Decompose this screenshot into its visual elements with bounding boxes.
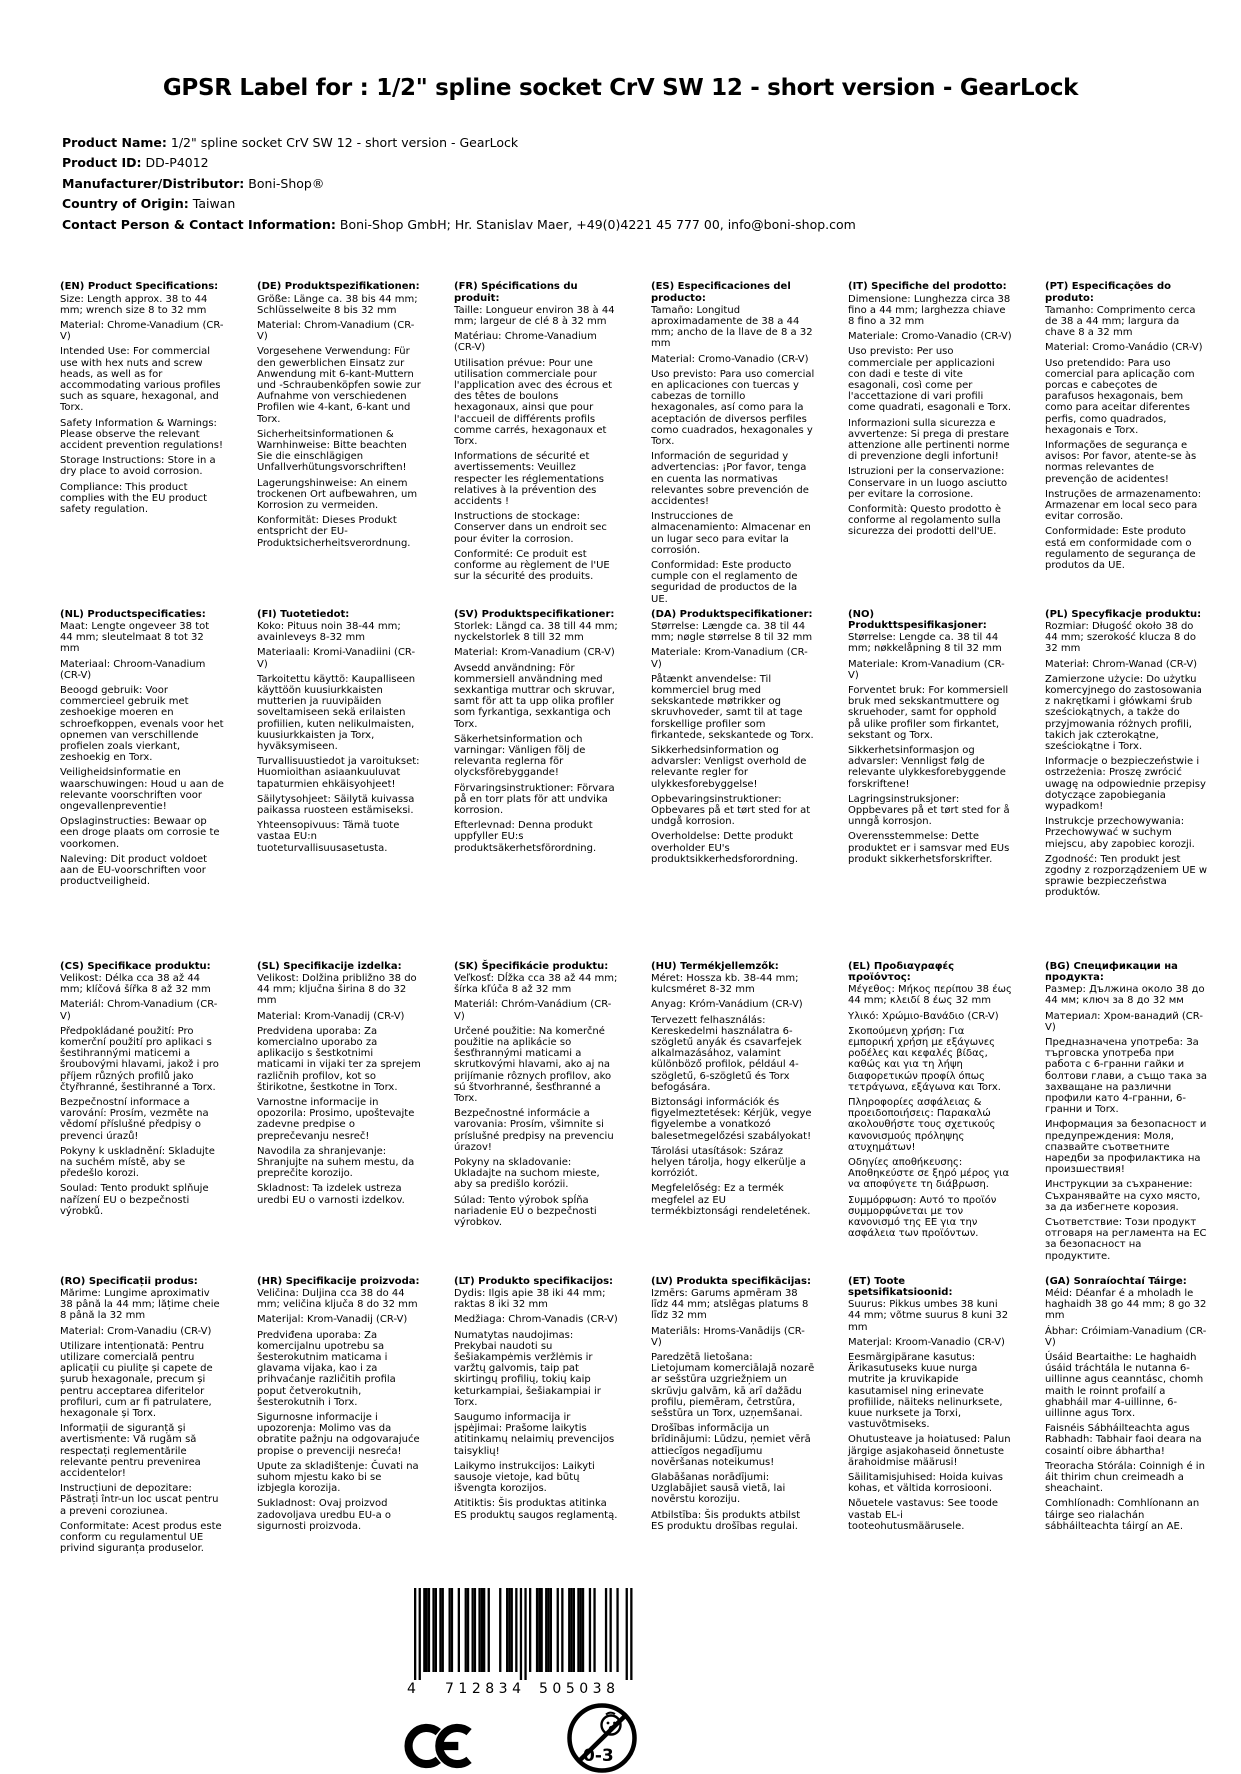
lang-paragraph: Sikkerhetsinformasjon og advarsler: Vennligst følg de relevante ulykkesforebyggende forskriftene! (848, 745, 1006, 790)
lang-block-header: (SK) Špecifikácie produktu: (454, 960, 609, 972)
barcode-bar (593, 1588, 595, 1672)
lang-block-header: (HU) Termékjellemzők: (651, 960, 779, 972)
barcode-bar (570, 1588, 572, 1672)
barcode-bar (426, 1588, 428, 1672)
barcode-bars (393, 1586, 645, 1696)
lang-paragraph: Информация за безопасност и предупреждения: Моля, спазвайте съответните наредби за профилактика на произшествия! (1045, 1119, 1207, 1176)
lang-paragraph: Informacje o bezpieczeństwie i ostrzeżenia: Proszę zwrócić uwagę na odpowiednie przepisy dotyczące zapobiegania wypadkom! (1045, 756, 1206, 813)
lang-paragraph: Instrukcje przechowywania: Przechowywać w suchym miejscu, aby zapobiec korozji. (1045, 816, 1195, 850)
barcode-bar (439, 1588, 441, 1672)
lang-paragraph: Intended Use: For commercial use with hex nuts and screw heads, as well as for accommodating various profiles such as square, hexagonal, and Torx. (60, 346, 221, 414)
barcode-digits-right: 505038 (539, 1681, 615, 1697)
barcode-bar (419, 1588, 421, 1680)
lang-paragraph: Safety Information & Warnings: Please observe the relevant accident prevention regulations! (60, 417, 223, 451)
barcode-bar (524, 1588, 526, 1680)
lang-paragraph: Uso previsto: Per uso commerciale per applicazioni con dadi e teste di vite esagonali, così come per l'accettazione di vari profili come quadrati, esagonali e Torx. (848, 346, 1012, 414)
lang-block-el (848, 961, 1012, 1276)
page-title: GPSR Label for : 1/2" spline socket CrV SW 12 - short version - GearLock (162, 75, 1079, 101)
lang-paragraph: Paredzētā lietošana: Lietojumam komerciālajā nozarē ar sešstūra uzgriežņiem un skrūvju galvām, kā arī dažādu profilu, piemēram, četrstūra, sešstūra un Torx, uzņemšanai. (651, 1352, 815, 1420)
lang-paragraph: Material: Chrome-Vanadium (CR-V) (60, 319, 224, 343)
lang-paragraph: Méret: Hossza kb. 38-44 mm; kulcsméret 8-32 mm (651, 972, 799, 996)
lang-paragraph: Eesmärgipärane kasutus: Ärikasutuseks kuue nurga mutrite ja kruvikapide kasutamisel ning erinevate profiilide, näiteks nelinurksete, kuue nurksete ja Torxi, vastuvõtmiseks. (848, 1352, 1003, 1431)
barcode-bar (605, 1588, 607, 1672)
barcode-bar (616, 1588, 618, 1672)
lang-paragraph: Overensstemmelse: Dette produktet er i samsvar med EUs produkt sikkerhetsforskrifter. (848, 831, 1010, 865)
lang-paragraph: Säilytysohjeet: Säilytä kuivassa paikassa ruosteen estämiseksi. (257, 793, 415, 817)
barcode-bar (580, 1588, 582, 1672)
lang-paragraph: Utilisation prévue: Pour une utilisation commerciale pour l'application avec des écrous et des têtes de boulons hexagonaux, ainsi que pour l'accueil de différents profils comme carrés, hexagonaux et Torx. (454, 357, 613, 447)
lang-paragraph: Förvaringsinstruktioner: Förvara på en torr plats för att undvika korrosion. (454, 782, 615, 817)
lang-paragraph: Numatytas naudojimas: Prekybai naudoti su šešiakampėmis veržlėmis ir varžtų galvomis, taip pat skirtingų profilių, tokių kaip keturkampiai, šešiakampiai ir Torx. (454, 1329, 601, 1408)
lang-paragraph: Размер: Дължина около 38 до 44 мм; ключ за 8 до 32 мм (1045, 984, 1205, 1007)
lang-paragraph: Upute za skladištenje: Čuvati na suhom mjestu kako bi se izbjegla korozija. (257, 1460, 419, 1495)
lang-paragraph: Material: Crom-Vanadiu (CR-V) (60, 1325, 212, 1337)
lang-block-hr (257, 1276, 421, 1559)
lang-block-fr (454, 281, 618, 608)
lang-paragraph: Instrucciones de almacenamiento: Almacenar en un lugar seco para evitar la corrosión. (651, 511, 811, 556)
lang-paragraph: Materiaal: Chroom-Vanadium (CR-V) (60, 658, 206, 681)
barcode-digit-lead: 4 (407, 1681, 416, 1697)
lang-paragraph: Maat: Lengte ongeveer 38 tot 44 mm; sleutelmaat 8 tot 32 mm (60, 620, 210, 655)
lang-block-header: (NL) Productspecificaties: (60, 608, 206, 620)
product-name-label: Product Name: (62, 134, 167, 150)
lang-paragraph: Материал: Хром-ванадий (CR-V) (1045, 1010, 1203, 1033)
lang-block-header: (EL) Προδιαγραφές προϊόντος: (848, 960, 955, 983)
lang-paragraph: Méid: Déanfar é a mholadh le haghaidh 38 go 44 mm; 8 go 32 mm (1045, 1287, 1207, 1322)
lang-paragraph: Πληροφορίες ασφάλειας & προειδοποιήσεις: Παρακαλώ ακολουθήστε τους σχετικούς κανονισμούς πρόληψης ατυχημάτων! (848, 1097, 996, 1153)
lang-paragraph: Biztonsági információk és figyelmeztetések: Kérjük, vegye figyelembe a vonatkozó balesetmegelőzési szabályokat! (651, 1097, 812, 1142)
barcode-bar (536, 1588, 538, 1672)
lang-block-lv (651, 1276, 815, 1559)
lang-paragraph: Skladnost: Ta izdelek ustreza uredbi EU o varnosti izdelkov. (257, 1183, 405, 1206)
lang-paragraph: Size: Length approx. 38 to 44 mm; wrench size 8 to 32 mm (60, 293, 208, 316)
product-name-value: 1/2" spline socket CrV SW 12 - short version - GearLock (170, 134, 519, 150)
lang-block-es (651, 281, 815, 608)
lang-paragraph: Glabāšanas norādījumi: Uzglabājiet sausā vietā, lai novērstu koroziju. (651, 1472, 786, 1506)
barcode-bar (435, 1588, 437, 1672)
product-id-row (62, 153, 1241, 174)
lang-paragraph: Material: Krom-Vanadij (CR-V) (257, 1010, 405, 1022)
lang-block-header: (LV) Produkta specifikācijas: (651, 1275, 811, 1287)
origin-row (62, 194, 1241, 215)
lang-paragraph: Compliance: This product complies with the EU product safety regulation. (60, 481, 208, 515)
lang-paragraph: Laikymo instrukcijos: Laikyti sausoje vietoje, kad būtų išvengta korozijos. (454, 1460, 595, 1495)
barcode-bar (467, 1588, 469, 1672)
lang-block-ro (60, 1276, 224, 1559)
lang-paragraph: Предназначена употреба: За търговска употреба при работа с 6-гранни гайки и болтови глави, а също така за захващане на различни профили като 4-гранни, 6-гранни и Torx. (1045, 1037, 1208, 1116)
barcode-bar (582, 1588, 584, 1672)
lang-paragraph: Veiligheidsinformatie en waarschuwingen: Houd u aan de relevante voorschriften voor ongevallenpreventie! (60, 767, 224, 813)
lang-block-header: (PT) Especificações do produto: (1045, 281, 1171, 304)
lang-block-header: (GA) Sonraíochtaí Táirge: (1045, 1275, 1187, 1287)
lang-paragraph: Určené použitie: Na komerčné použitie na aplikácie so šesťhrannými maticami a skrutkovými hlavami, ako aj na prijímanie rôznych profilov, ako sú štvorhranné, šesťhranné a Torx. (454, 1025, 612, 1105)
barcode-bar (547, 1588, 549, 1672)
lang-paragraph: Storlek: Längd ca. 38 till 44 mm; nyckelstorlek 8 till 32 mm (454, 620, 618, 644)
lang-block-et (848, 1276, 1012, 1559)
lang-paragraph: Säilitamisjuhised: Hoida kuivas kohas, et vältida korrosiooni. (848, 1472, 1004, 1495)
manufacturer-label: Manufacturer/Distributor: (62, 175, 245, 191)
lang-paragraph: Yhteensopivuus: Tämä tuote vastaa EU:n tuoteturvallisuusasetusta. (257, 820, 400, 854)
lang-block-en (60, 281, 224, 608)
lang-paragraph: Navodila za shranjevanje: Shranjujte na suhem mestu, da preprečite korozijo. (257, 1145, 415, 1180)
lang-paragraph: Veličina: Duljina cca 38 do 44 mm; veličina ključa 8 do 32 mm (257, 1287, 418, 1311)
lang-paragraph: Storage Instructions: Store in a dry place to avoid corrosion. (60, 455, 216, 478)
lang-paragraph: Bezpečnostné informácie a varovania: Prosím, všimnite si príslušné predpisy na prevenciu úrazov! (454, 1108, 614, 1153)
lang-block-pt (1045, 281, 1209, 608)
lang-paragraph: Megfelelőség: Ez a termék megfelel az EU termékbiztonsági rendeletének. (651, 1183, 811, 1217)
barcode-bar (541, 1588, 543, 1672)
lang-paragraph: Taille: Longueur environ 38 à 44 mm; largeur de clé 8 à 32 mm (454, 304, 615, 327)
lang-block-header: (IT) Specifiche del prodotto: (848, 281, 1007, 293)
contact-value: Boni-Shop GmbH; Hr. Stanislav Maer, +49(0)4221 45 777 00, info@boni-shop.com (339, 216, 856, 232)
lang-paragraph: Material: Krom-Vanadium (CR-V) (454, 647, 615, 659)
lang-paragraph: Predvidena uporaba: Za komercialno uporabo za aplikacijo s šestkotnimi maticami in vijaki ter za sprejem različnih profilov, kot so štirikotne, šestkotne in Torx. (257, 1025, 421, 1093)
lang-paragraph: Sicherheitsinformationen & Warnhinweise: Bitte beachten Sie die einschlägigen Unfallverhütungsvorschriften! (257, 428, 407, 474)
lang-paragraph: Pokyny k uskladnění: Skladujte na suchém místě, aby se předešlo korozi. (60, 1145, 215, 1180)
contact-label: Contact Person & Contact Information: (62, 216, 336, 232)
barcode-bar (442, 1588, 444, 1672)
lang-block-header: (HR) Specifikacije proizvoda: (257, 1275, 420, 1287)
barcode-bar (589, 1588, 591, 1672)
lang-paragraph: Съответствие: Този продукт отговаря на регламента на ЕС за безопасност на продуктите. (1045, 1217, 1207, 1262)
barcode-bar (545, 1588, 547, 1672)
barcode-bar (508, 1588, 510, 1672)
lang-paragraph: Påtænkt anvendelse: Til kommerciel brug med sekskantede møtrikker og skruvhoveder, samt til at tage forskellige profiler som firkantede, sekskantede og Torx. (651, 673, 814, 741)
barcode-bar (474, 1588, 476, 1672)
lang-paragraph: Turvallisuustiedot ja varoitukset: Huomioithan asiaankuuluvat tapaturmien ehkäisyohjeet! (257, 756, 420, 790)
lang-paragraph: Material: Cromo-Vanadio (CR-V) (651, 353, 809, 365)
lang-paragraph: Vorgesehene Verwendung: Für den gewerblichen Einsatz zur Anwendung mit 6-kant-Muttern und -Schraubenköpfen sowie zur Aufnahme von verschiedenen Profilen wie 4-kant, 6-kant und Torx. (257, 346, 421, 425)
lang-block-header: (FI) Tuotetiedot: (257, 608, 350, 620)
lang-paragraph: Conformidade: Este produto está em conformidade com o regulamento de segurança de produtos da UE. (1045, 526, 1196, 571)
barcode-bar (451, 1588, 453, 1672)
lang-paragraph: Instruções de armazenamento: Armazenar em local seco para evitar corrosão. (1045, 488, 1202, 523)
lang-paragraph: Materiale: Krom-Vanadium (CR-V) (651, 647, 808, 670)
lang-block-header: (SL) Specifikacije izdelka: (257, 960, 402, 972)
lang-paragraph: Säkerhetsinformation och varningar: Vänligen följ de relevanta reglerna för olycksförebyggande! (454, 733, 586, 779)
lang-paragraph: Mărime: Lungime aproximativ 38 până la 44 mm; lățime cheie 8 până la 32 mm (60, 1287, 220, 1322)
barcode-bar (561, 1588, 563, 1672)
barcode-bar (472, 1588, 474, 1672)
barcode-digits-left: 712834 (445, 1681, 521, 1697)
barcode-bar (610, 1588, 612, 1672)
lang-block-header: (BG) Спецификации на продукта: (1045, 960, 1178, 983)
lang-paragraph: Sikkerhedsinformation og advarsler: Venligst overhold de relevante regler for ulykkesforebyggelse! (651, 745, 807, 790)
lang-paragraph: Koko: Pituus noin 38-44 mm; avainleveys 8-32 mm (257, 620, 401, 644)
lang-paragraph: Conformità: Questo prodotto è conforme al regolamento sulla sicurezza dei prodotti dell'UE. (848, 503, 1002, 538)
barcode-bar (483, 1588, 485, 1672)
lang-paragraph: Størrelse: Lengde ca. 38 til 44 mm; nøkkelåpning 8 til 32 mm (848, 632, 1002, 655)
lang-paragraph: Materiale: Cromo-Vanadio (CR-V) (848, 331, 1012, 343)
lang-paragraph: Sigurnosne informacije i upozorenja: Molimo vas da obratite pažnju na odgovarajuće propise o prevenciji nesreća! (257, 1412, 420, 1457)
lang-paragraph: Μέγεθος: Μήκος περίπου 38 έως 44 mm; κλειδί 8 έως 32 mm (848, 984, 1012, 1007)
barcode-bar (499, 1588, 501, 1672)
lang-block-fi (257, 609, 421, 961)
product-info (62, 133, 1241, 236)
lang-paragraph: Atbilstība: Šis produkts atbilst ES produktu drošības regulai. (651, 1509, 801, 1532)
lang-paragraph: Υλικό: Χρώμιο-Βανάδιο (CR-V) (848, 1010, 999, 1022)
product-name-row (62, 133, 1241, 154)
lang-paragraph: Instructions de stockage: Conserver dans un endroit sec pour éviter la corrosion. (454, 511, 607, 545)
lang-paragraph: Informações de segurança e avisos: Por favor, atente-se às normas relevantes de prevenção de acidentes! (1045, 439, 1197, 485)
age-warning-0-3-icon (566, 1702, 638, 1774)
lang-paragraph: Pokyny na skladovanie: Ukladajte na suchom mieste, aby sa predišlo korózii. (454, 1157, 600, 1191)
lang-paragraph: Información de seguridad y advertencias: ¡Por favor, tenga en cuenta las normativas relevantes sobre prevención de accidentes! (651, 451, 809, 507)
lang-paragraph: Materiál: Chróm-Vanádium (CR-V) (454, 999, 612, 1022)
compliance-marks (388, 1702, 650, 1774)
lang-paragraph: Súlad: Tento výrobok spĺňa nariadenie EÚ o bezpečnosti výrobkov. (454, 1194, 597, 1229)
lang-paragraph: Uso pretendido: Para uso comercial para aplicação com porcas e cabeçotes de parafusos hexagonais, bem como para aceitar diferentes perfis, como quadrados, hexagonais e Torx. (1045, 357, 1195, 436)
manufacturer-value: Boni-Shop® (248, 175, 325, 191)
barcode-bar (506, 1588, 508, 1672)
barcode-bar (481, 1588, 483, 1672)
lang-paragraph: Ohutusteave ja hoiatused: Palun järgige asjakohaseid õnnetuste ärahoidmise määrusi! (848, 1434, 1011, 1468)
lang-paragraph: Sukladnost: Ovaj proizvod zadovoljava uredbu EU-a o sigurnosti proizvoda. (257, 1498, 392, 1532)
lang-block-no (848, 609, 1012, 961)
lang-paragraph: Tárolási utasítások: Száraz helyen tárolja, hogy elkerülje a korróziót. (651, 1145, 806, 1180)
lang-paragraph: Tervezett felhasználás: Kereskedelmi használatra 6-szögletű anyák és csavarfejek alkalmazásához, valamint különböző profilok, például 4-szögletű, 6-szögletű és Torx befogására. (651, 1014, 802, 1093)
lang-paragraph: Medžiaga: Chrom-Vanadis (CR-V) (454, 1314, 618, 1326)
lang-paragraph: Bezpečnostní informace a varování: Prosím, vezměte na vědomí příslušné předpisy o prevenci úrazů! (60, 1097, 209, 1142)
lang-paragraph: Beoogd gebruik: Voor commercieel gebruik met zeshoekige moeren en schroefkoppen, evenals voor het opnemen van verschillende profielen zoals vierkant, zeshoekig en Torx. (60, 685, 224, 764)
lang-paragraph: Comhlíonadh: Comhlíonann an táirge seo rialachán sábháilteachta táirgí an AE. (1045, 1498, 1200, 1532)
lang-paragraph: Veľkosť: Dĺžka cca 38 až 44 mm; šírka kľúča 8 až 32 mm (454, 972, 618, 996)
lang-block-sv (454, 609, 618, 961)
barcode-bar (458, 1588, 460, 1672)
lang-block-ga (1045, 1276, 1209, 1559)
lang-paragraph: Tarkoitettu käyttö: Kaupalliseen käyttöön kuusiurkkaisten mutterien ja ruuvipäiden soveltamiseen sekä erilaisten profiilien, kuten nelikulmaisten, kuusiurkkaisten ja Torx, hyväksymiseen. (257, 673, 416, 753)
lang-paragraph: Dimensione: Lunghezza circa 38 fino a 44 mm; larghezza chiave 8 fino a 32 mm (848, 293, 1011, 327)
lang-paragraph: Treoracha Stórála: Coinnigh é in áit thirim chun creimeadh a sheachaint. (1045, 1460, 1205, 1495)
barcode-bar (573, 1588, 575, 1672)
lang-block-header: (NO) Produkttspesifikasjoner: (848, 608, 987, 631)
lang-paragraph: Soulad: Tento produkt splňuje nařízení EU o bezpečnosti výrobků. (60, 1183, 209, 1217)
lang-block-nl (60, 609, 224, 961)
lang-paragraph: Zgodność: Ten produkt jest zgodny z rozporządzeniem UE w sprawie bezpieczeństwa produktów. (1045, 853, 1208, 899)
lang-block-header: (SV) Produktspecifikationer: (454, 608, 615, 620)
origin-value: Taiwan (192, 196, 236, 212)
lang-paragraph: Opslaginstructies: Bewaar op een droge plaats om corrosie te voorkomen. (60, 816, 220, 850)
barcode-bar (515, 1588, 517, 1672)
ean-barcode (393, 1586, 645, 1696)
lang-block-pl (1045, 609, 1209, 961)
lang-paragraph: Materijal: Krom-Vanadij (CR-V) (257, 1314, 408, 1326)
barcode-bar (423, 1588, 425, 1672)
lang-paragraph: Lagringsinstruksjoner: Oppbevares på et tørt sted for å unngå korrosjon. (848, 793, 1010, 828)
barcode-bar (630, 1588, 632, 1680)
lang-paragraph: Materiał: Chrom-Wanad (CR-V) (1045, 658, 1198, 670)
lang-paragraph: Overholdelse: Dette produkt overholder EU's produktsikkerhedsforordning. (651, 831, 799, 865)
lang-paragraph: Informations de sécurité et avertissements: Veuillez respecter les réglementations relatives à la prévention des accidents ! (454, 451, 604, 507)
lang-paragraph: Varnostne informacije in opozorila: Prosimo, upoštevajte zadevne predpise o preprečevanju nesreč! (257, 1097, 415, 1142)
lang-paragraph: Conformité: Ce produit est conforme au règlement de l'UE sur la sécurité des produits. (454, 548, 610, 583)
lang-paragraph: Forventet bruk: For kommersiell bruk med sekskantmuttere og skruehoder, samt for opphold på ulike profiler som firkantet, sekstant og Torx. (848, 685, 1009, 741)
lang-paragraph: Avsedd användning: För kommersiell användning med sexkantiga muttrar och skruvar, samt för att ta upp olika profiler som fyrkantiga, sexkantiga och Torx. (454, 662, 615, 730)
lang-block-de (257, 281, 421, 608)
lang-block-bg (1045, 961, 1209, 1276)
lang-paragraph: Predviđena uporaba: Za komercijalnu upotrebu sa šesterokutnim maticama i glavama vijaka, kao i za prihvaćanje različitih profila poput četverokutnih, šesterokutnih i Torx. (257, 1329, 396, 1408)
lang-paragraph: Οδηγίες αποθήκευσης: Αποθηκεύστε σε ξηρό μέρος για να αποφύγετε τη διάβρωση. (848, 1157, 1010, 1191)
lang-block-it (848, 281, 1012, 608)
lang-block-header: (LT) Produkto specifikacijos: (454, 1275, 614, 1287)
lang-paragraph: Tamaño: Longitud aproximadamente de 38 a 44 mm; ancho de la llave de 8 a 32 mm (651, 304, 813, 350)
lang-block-hu (651, 961, 815, 1276)
lang-paragraph: Συμμόρφωση: Αυτό το προϊόν συμμορφώνεται με τον κανονισμό της ΕΕ για την ασφάλεια των προϊόντων. (848, 1194, 997, 1240)
age-warning-text: 0-3 (583, 1746, 614, 1766)
barcode-bar (626, 1588, 628, 1680)
lang-paragraph: Úsáid Beartaithe: Le haghaidh úsáid tráchtála le nutanna 6-uillinne agus ceanntásc, chomh maith le roinnt profailí a ghabháil mar 4-uillinne, 6-uillinne agus Torx. (1045, 1352, 1204, 1420)
ce-mark-icon (404, 1718, 480, 1774)
lang-block-lt (454, 1276, 618, 1559)
lang-block-header: (CS) Specifikace produktu: (60, 960, 211, 972)
lang-paragraph: Faisnéis Sábháilteachta agus Rabhadh: Tabhair faoi deara na cosaintí oibre ábhartha! (1045, 1423, 1202, 1457)
language-grid (60, 281, 1241, 1558)
lang-paragraph: Naleving: Dit product voldoet aan de EU-voorschriften voor productveiligheid. (60, 853, 208, 888)
lang-paragraph: Utilizare intenționată: Pentru utilizare comercială pentru aplicații cu piulițe și capete de șurub hexagonale, precum și pentru acceptarea diferitelor profiluri, cum ar fi patrulatere, hexagonale și Torx. (60, 1340, 213, 1420)
lang-paragraph: Størrelse: Længde ca. 38 til 44 mm; nøgle størrelse 8 til 32 mm (651, 620, 813, 644)
lang-block-sl (257, 961, 421, 1276)
lang-paragraph: Materjal: Kroom-Vanadio (CR-V) (848, 1336, 1005, 1348)
lang-paragraph: Efterlevnad: Denna produkt uppfyller EU:s produktsäkerhetsförordning. (454, 820, 597, 854)
barcode-bar (488, 1588, 490, 1672)
barcode-bar (449, 1588, 451, 1672)
lang-block-da (651, 609, 815, 961)
lang-block-header: (PL) Specyfikacje produktu: (1045, 608, 1202, 620)
lang-paragraph: Velikost: Délka cca 38 až 44 mm; klíčová šířka 8 až 32 mm (60, 972, 211, 996)
lang-block-header: (ES) Especificaciones del producto: (651, 281, 791, 304)
lang-paragraph: Ábhar: Cróimiam-Vanadium (CR-V) (1045, 1325, 1207, 1348)
lang-paragraph: Informații de siguranță și avertismente: Vă rugăm să respectați reglementările relevante pentru prevenirea accidentelor! (60, 1423, 201, 1480)
lang-block-header: (ET) Toote spetsifikatsioonid: (848, 1275, 953, 1298)
barcode-bar (568, 1588, 570, 1672)
barcode-bar (432, 1588, 434, 1672)
lang-block-sk (454, 961, 618, 1276)
lang-paragraph: Informazioni sulla sicurezza e avvertenze: Si prega di prestare attenzione alle pertinenti norme di prevenzione degli infortuni! (848, 417, 1010, 463)
lang-paragraph: Izmērs: Garums apmēram 38 līdz 44 mm; atslēgas platums 8 līdz 32 mm (651, 1287, 809, 1322)
lang-block-header: (EN) Product Specifications: (60, 281, 219, 293)
lang-paragraph: Materiál: Chrom-Vanadium (CR-V) (60, 999, 218, 1022)
lang-paragraph: Uso previsto: Para uso comercial en aplicaciones con tuercas y cabezas de tornillo hexagonales, así como para la aceptación de diversos perfiles como cuadrados, hexagonales y Torx. (651, 368, 815, 447)
lang-paragraph: Nõuetele vastavus: See toode vastab EL-i tooteohutusmäärusele. (848, 1498, 999, 1532)
product-id-label: Product ID: (62, 155, 142, 171)
lang-paragraph: Material: Chrom-Vanadium (CR-V) (257, 319, 415, 343)
barcode-bar (511, 1588, 513, 1672)
lang-paragraph: Инструкции за съхранение: Съхранявайте на сухо място, за да избегнете корозия. (1045, 1179, 1201, 1213)
lang-paragraph: Suurus: Pikkus umbes 38 kuni 44 mm; võtme suurus 8 kuni 32 mm (848, 1299, 1009, 1333)
lang-paragraph: Größe: Länge ca. 38 bis 44 mm; Schlüsselweite 8 bis 32 mm (257, 293, 418, 316)
lang-paragraph: Σκοπούμενη χρήση: Για εμπορική χρήση με εξάγωνες ροδέλες και κεφαλές βίδας, καθώς και για τη λήψη διαφορετικών προφίλ όπως τετράγωνα, εξάγωνα και Torx. (848, 1025, 1001, 1093)
lang-paragraph: Conformitate: Acest produs este conform cu regulamentul UE privind siguranța produselor. (60, 1520, 222, 1555)
barcode-bar (414, 1588, 416, 1680)
lang-paragraph: Velikost: Dolžina približno 38 do 44 mm; ključna širina 8 do 32 mm (257, 972, 417, 1007)
barcode-bar (550, 1588, 552, 1672)
barcode-bar (428, 1588, 430, 1672)
barcode-bar (520, 1588, 522, 1680)
barcode-bar (529, 1588, 531, 1672)
contact-row (62, 215, 1241, 236)
lang-paragraph: Konformität: Dieses Produkt entspricht der EU-Produktsicherheitsverordnung. (257, 515, 411, 549)
barcode-bar (478, 1588, 480, 1672)
lang-paragraph: Saugumo informacija ir įspėjimai: Prašome laikytis atitinkamų nelaimių prevencijos taisyklių! (454, 1412, 615, 1457)
lang-paragraph: Opbevaringsinstruktioner: Opbevares på et tørt sted for at undgå korrosion. (651, 793, 811, 828)
lang-paragraph: Lagerungshinweise: An einem trockenen Ort aufbewahren, um Korrosion zu vermeiden. (257, 477, 418, 511)
barcode-bar (577, 1588, 579, 1672)
lang-block-header: (RO) Specificații produs: (60, 1275, 198, 1287)
lang-paragraph: Tamanho: Comprimento cerca de 38 a 44 mm; largura da chave 8 a 32 mm (1045, 304, 1196, 339)
lang-block-header: (DE) Produktspezifikationen: (257, 281, 420, 293)
barcode-bar (538, 1588, 540, 1672)
lang-paragraph: Rozmiar: Długość około 38 do 44 mm; szerokość klucza 8 do 32 mm (1045, 620, 1196, 655)
lang-paragraph: Matériau: Chrome-Vanadium (CR-V) (454, 331, 597, 354)
lang-block-header: (FR) Spécifications du produit: (454, 281, 578, 304)
lang-paragraph: Materiāls: Hroms-Vanādijs (CR-V) (651, 1325, 805, 1348)
lang-paragraph: Istruzioni per la conservazione: Conservare in un luogo asciutto per evitare la corrosione. (848, 466, 1008, 500)
lang-paragraph: Atitiktis: Šis produktas atitinka ES produktų saugos reglamentą. (454, 1498, 618, 1521)
lang-paragraph: Material: Cromo-Vanádio (CR-V) (1045, 342, 1203, 354)
label-footer (388, 1586, 650, 1774)
barcode-bar (465, 1588, 467, 1672)
lang-block-header: (DA) Produktspecifikationer: (651, 608, 813, 620)
manufacturer-row (62, 174, 1241, 195)
lang-paragraph: Materiale: Krom-Vanadium (CR-V) (848, 658, 1005, 681)
lang-paragraph: Dydis: Ilgis apie 38 iki 44 mm; raktas 8 iki 32 mm (454, 1287, 606, 1311)
barcode-bar (557, 1588, 559, 1672)
lang-block-cs (60, 961, 224, 1276)
lang-paragraph: Zamierzone użycie: Do użytku komercyjnego do zastosowania z nakrętkami i główkami śrub sześciokątnych, a także do przyjmowania różnych profili, takich jak czterokątne, sześciokątne i Torx. (1045, 673, 1202, 753)
origin-label: Country of Origin: (62, 196, 189, 212)
lang-paragraph: Drošības informācija un brīdinājumi: Lūdzu, ņemiet vērā attiecīgos negadījumu novēršanas noteikumus! (651, 1423, 811, 1468)
lang-paragraph: Instrucțiuni de depozitare: Păstrați într-un loc uscat pentru a preveni coroziunea. (60, 1483, 219, 1517)
lang-paragraph: Materiaali: Kromi-Vanadiini (CR-V) (257, 647, 416, 670)
lang-paragraph: Conformidad: Este producto cumple con el reglamento de seguridad de productos de la UE. (651, 559, 798, 605)
lang-paragraph: Předpokládané použití: Pro komerční použití pro aplikaci s šestihrannými maticemi a šroubovými hlavami, jakož i pro příjem různých profilů jako čtyřhranné, šestihranné a Torx. (60, 1025, 219, 1093)
product-id-value: DD-P4012 (145, 155, 209, 171)
lang-paragraph: Anyag: Króm-Vanádium (CR-V) (651, 999, 803, 1011)
